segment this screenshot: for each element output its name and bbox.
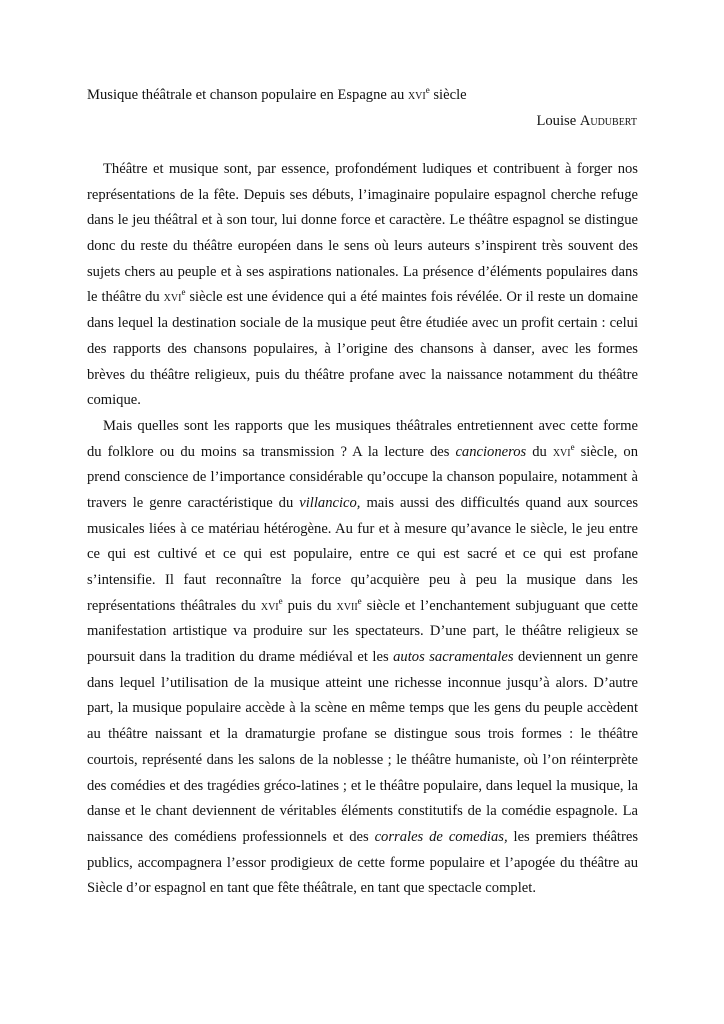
paragraph-2-line <box>87 440 638 466</box>
text-run: poursuit dans la tradition du drame médiéval et les <box>87 649 394 666</box>
paragraph-2-line: s’intensifie. Il faut reconnaître la force qu’acquière peu à peu la musique dans les <box>87 572 638 588</box>
title-superscript: e <box>425 85 430 96</box>
paragraph-1-line <box>87 337 638 363</box>
text-run: du folklore ou du moins sa transmission ? A la lecture des <box>87 443 456 460</box>
paragraph-1-line: représentations de la fête. Depuis ses débuts, l’imaginaire populaire espagnol cherche refuge <box>87 186 638 203</box>
text-run: avec les formes <box>534 340 638 357</box>
title-century: xvi <box>407 87 426 103</box>
author-first: Louise <box>536 113 580 129</box>
text-run: les premiers théâtres <box>507 828 639 845</box>
title-text-end: siècle <box>429 87 467 103</box>
paragraph-1-line: comique. <box>87 392 141 409</box>
paragraph-1-line <box>87 285 638 311</box>
paragraph-2-line: publics, accompagnera l’essor prodigieux de cette forme populaire et l’apogée du théâtre au <box>87 854 638 871</box>
italic-text: , <box>531 340 535 357</box>
paragraph-2-line: Mais quelles sont les rapports que les musiques théâtrales entretiennent avec cette forme <box>103 417 638 434</box>
text-run: deviennent un genre <box>513 649 638 666</box>
paragraph-2-line: part, la musique populaire accède à la scène en même temps que les gens du peuple accèdent <box>87 700 638 717</box>
paragraph-2-line: ce qui est cultivé et ce qui est populaire, entre ce qui est sacré et ce qui est profane <box>87 546 638 563</box>
document-title <box>87 86 467 104</box>
paragraph-2-line: courtois, représenté dans les salons de la noblesse ; le théâtre humaniste, où l’on réinterprète <box>87 751 638 768</box>
paragraph-1-line: sujets chers au peuple et à ses aspirations nationales. La présence d’éléments populaires dans <box>87 263 638 280</box>
paragraph-1-line: dans le jeu théâtral et à son tour, lui donne force et caractère. Le théâtre espagnol se distingue <box>87 212 638 229</box>
paragraph-2-line <box>87 645 638 671</box>
paragraph-2-line: musicales liées à ce matériau hétérogène. Au fur et à mesure qu’avance le siècle, le jeu entre <box>87 520 638 537</box>
text-run: siècle, on <box>574 443 639 460</box>
italic-text: cancioneros <box>455 443 527 460</box>
italic-text: autos sacramentales <box>393 649 514 666</box>
text-run: mais aussi des difficultés quand aux sources <box>360 494 638 511</box>
title-text: Musique théâtrale et chanson populaire en Espagne au <box>87 87 408 103</box>
century-numeral: xvi <box>552 443 571 460</box>
paragraph-2-line: Siècle d’or espagnol en tant que fête théâtrale, en tant que spectacle complet. <box>87 880 536 897</box>
superscript: e <box>357 595 362 606</box>
century-numeral: xvii <box>336 597 358 614</box>
paragraph-1-line: brèves du théâtre religieux, puis du théâtre profane avec la naissance notamment du théâtre <box>87 366 638 383</box>
superscript: e <box>570 441 575 452</box>
paragraph-1-line: dans lequel la destination sociale de la musique peut être étudiée avec un profit certain : celui <box>87 315 638 332</box>
body-text <box>87 157 638 902</box>
text-run: naissance des comédiens professionnels et des <box>87 828 375 845</box>
superscript: e <box>181 287 186 298</box>
paragraph-2-line: dans lequel l’utilisation de la musique atteint une richesse inconnue jusqu’à alors. D’autre <box>87 674 638 691</box>
text-run: siècle est une évidence qui a été maintes fois révélée. Or il reste un domaine <box>185 289 638 306</box>
paragraph-1-line: Théâtre et musique sont, par essence, profondément ludiques et contribuent à forger nos <box>103 161 638 177</box>
paragraph-2-line: au théâtre naissant et la dramaturgie profane se distingue sous trois formes : le théâtre <box>87 726 638 743</box>
text-run: siècle et l’enchantement subjuguant que cette <box>361 597 638 614</box>
superscript: e <box>278 595 283 606</box>
italic-text: corrales de comedias, <box>374 828 508 845</box>
paragraph-2-line: des comédies et des tragédies gréco-latines ; et le théâtre populaire, dans lequel la musique, la <box>87 777 638 794</box>
paragraph-2-line <box>87 491 638 517</box>
author-name <box>536 112 637 130</box>
italic-text: villancico, <box>299 494 361 511</box>
paragraph-2-line <box>87 825 638 851</box>
text-run: le théâtre du <box>87 289 164 306</box>
century-numeral: xvi <box>163 289 182 306</box>
paragraph-2-line: prend conscience de l’importance considérable qu’occupe la chanson populaire, notamment à <box>87 469 638 486</box>
text-run: travers le genre caractéristique du <box>87 494 300 511</box>
century-numeral: xvi <box>260 597 279 614</box>
text-run: des rapports des chansons populaires, à l’origine des chansons à danser <box>87 340 532 357</box>
author-last: Audubert <box>579 113 637 129</box>
text-run: puis du <box>282 597 337 614</box>
paragraph-1-line: donc du reste du théâtre européen dans le sens où leurs auteurs s’inspirent très souvent des <box>87 238 638 255</box>
paragraph-2-line <box>87 594 638 620</box>
text-run: représentations théâtrales du <box>87 597 261 614</box>
paragraph-2-line: danse et le chant deviennent de véritables éléments constitutifs de la comédie espagnole. La <box>87 803 638 820</box>
paragraph-2-line: manifestation artistique va produire sur les spectateurs. D’une part, le théâtre religieux se <box>87 623 638 640</box>
text-run: du <box>526 443 553 460</box>
